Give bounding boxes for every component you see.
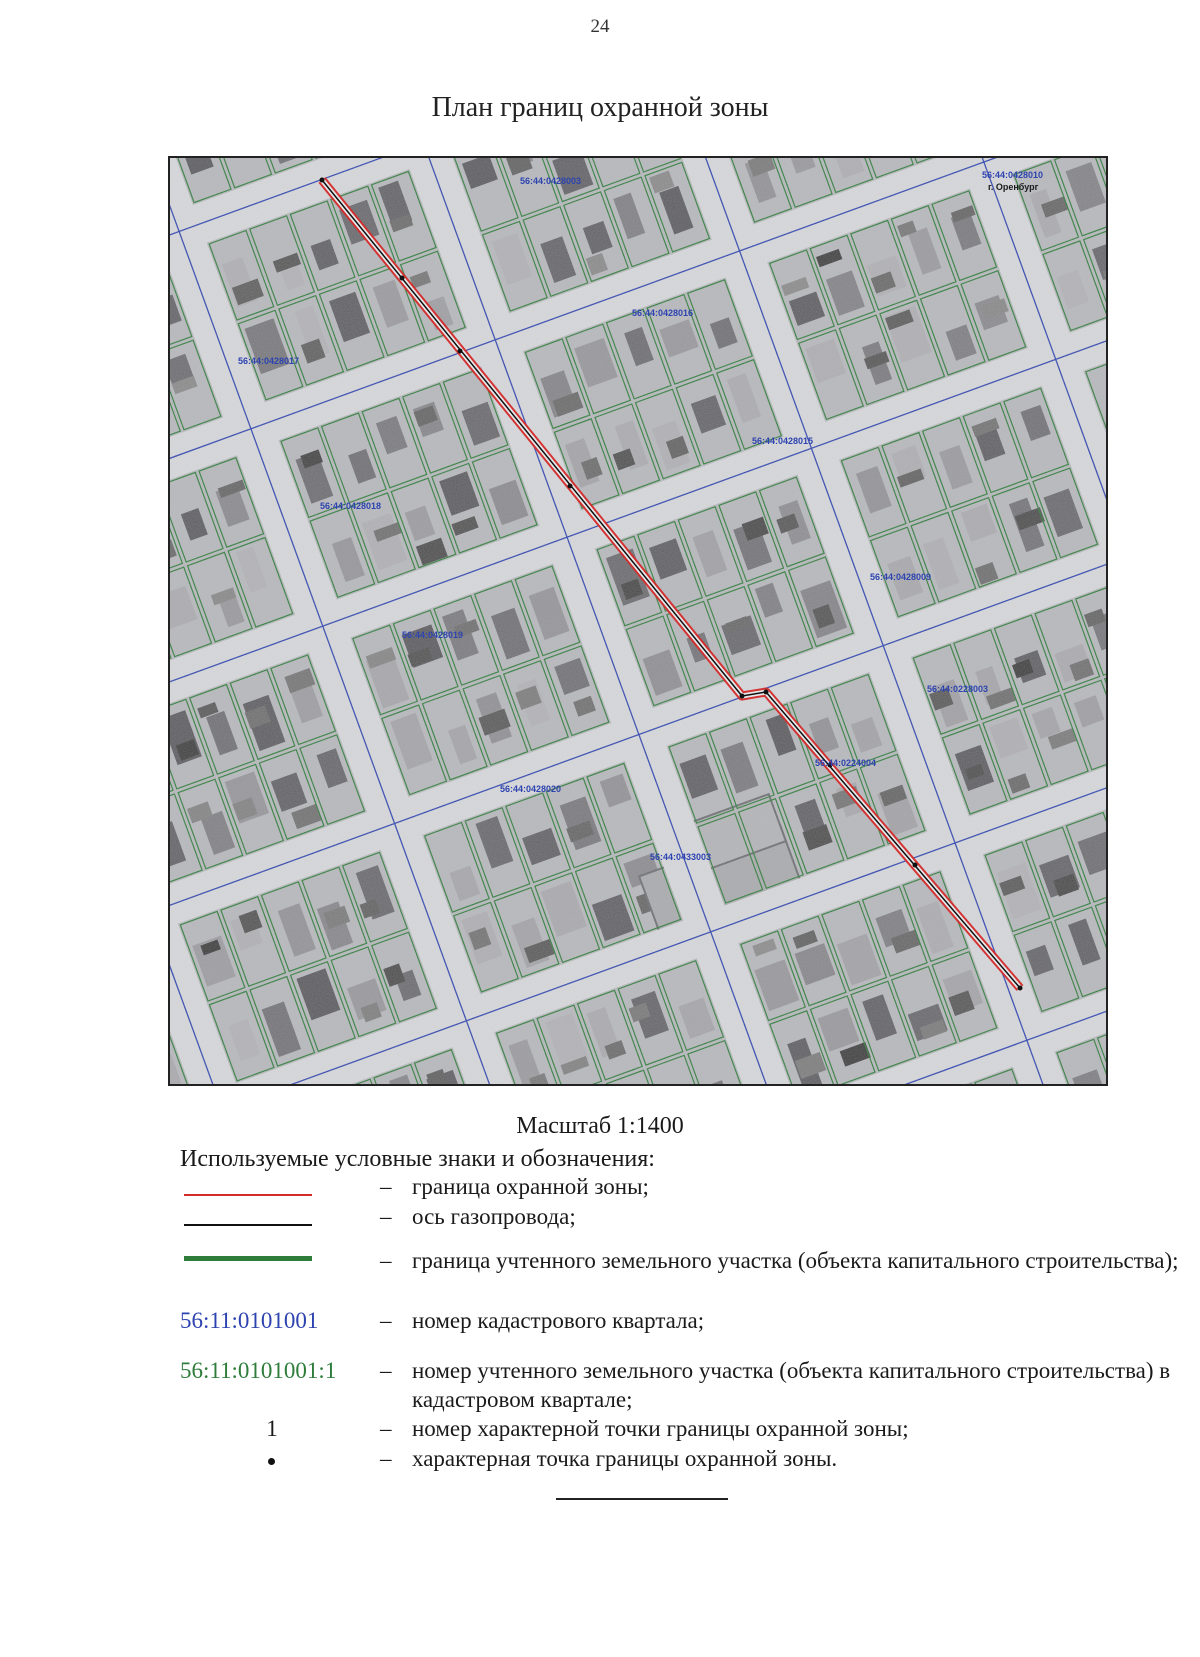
- quarter-label: 56:44:0224004: [815, 758, 877, 768]
- quarter-label: 56:44:0428015: [752, 436, 814, 446]
- quarter-label: г. Оренбург: [988, 182, 1039, 192]
- legend-text: номер характерной точки границы охранной зоны;: [412, 1416, 909, 1441]
- legend-dash: –: [380, 1416, 392, 1441]
- point-number-symbol: [180, 1414, 360, 1443]
- legend-dash: –: [380, 1446, 392, 1471]
- legend-text: ось газопровода;: [412, 1204, 576, 1229]
- legend-dash: –: [380, 1248, 392, 1273]
- legend-text: номер кадастрового квартала;: [412, 1308, 705, 1333]
- quarter-label: 56:44:0428016: [632, 308, 694, 318]
- footer-rule: [556, 1498, 728, 1500]
- parcel-number-symbol: [180, 1356, 360, 1385]
- legend-text: характерная точка границы охранной зоны.: [412, 1446, 838, 1471]
- map-scale: Масштаб 1:1400: [516, 1113, 684, 1139]
- point-symbol: [180, 1444, 360, 1473]
- parcel-number-code: 56:11:0101001:1: [180, 1358, 337, 1383]
- legend-dash: –: [380, 1358, 392, 1383]
- cadastral-quarter-symbol: [180, 1306, 360, 1335]
- quarter-label: 56:44:0428017: [238, 356, 300, 366]
- point-number-glyph: 1: [266, 1416, 278, 1441]
- legend-dash: –: [380, 1308, 392, 1333]
- page-title: План границ охранной зоны: [431, 92, 769, 123]
- aerial-map-image: [170, 158, 1106, 1084]
- legend-text: номер учтенного земельного участка (объекта капитального строительства) в кадастровом квартале;: [412, 1358, 1171, 1412]
- dot-icon: [268, 1458, 275, 1465]
- legend-text: граница учтенного земельного участка (объекта капитального строительства);: [412, 1248, 1179, 1273]
- green-line-symbol: [180, 1246, 360, 1275]
- red-line-symbol: [180, 1172, 360, 1201]
- page-number: 24: [590, 16, 610, 37]
- legend-heading: Используемые условные знаки и обозначения:: [180, 1146, 655, 1172]
- quarter-label: 56:44:0428009: [870, 572, 932, 582]
- legend-dash: –: [380, 1204, 392, 1229]
- legend-text: граница охранной зоны;: [412, 1174, 649, 1199]
- quarter-label: 56:44:0428010: [982, 170, 1044, 180]
- protection-zone-map: [168, 156, 1108, 1086]
- cadastral-quarter-code: 56:11:0101001: [180, 1308, 319, 1333]
- quarter-label: 56:44:0428018: [320, 501, 382, 511]
- quarter-label: 56:44:0433003: [650, 852, 712, 862]
- quarter-label: 56:44:0428003: [520, 176, 582, 186]
- quarter-label: 56:44:0228003: [927, 684, 989, 694]
- legend-dash: –: [380, 1174, 392, 1199]
- quarter-label: 56:44:0428019: [402, 630, 464, 640]
- quarter-label: 56:44:0428020: [500, 784, 562, 794]
- black-line-symbol: [180, 1202, 360, 1231]
